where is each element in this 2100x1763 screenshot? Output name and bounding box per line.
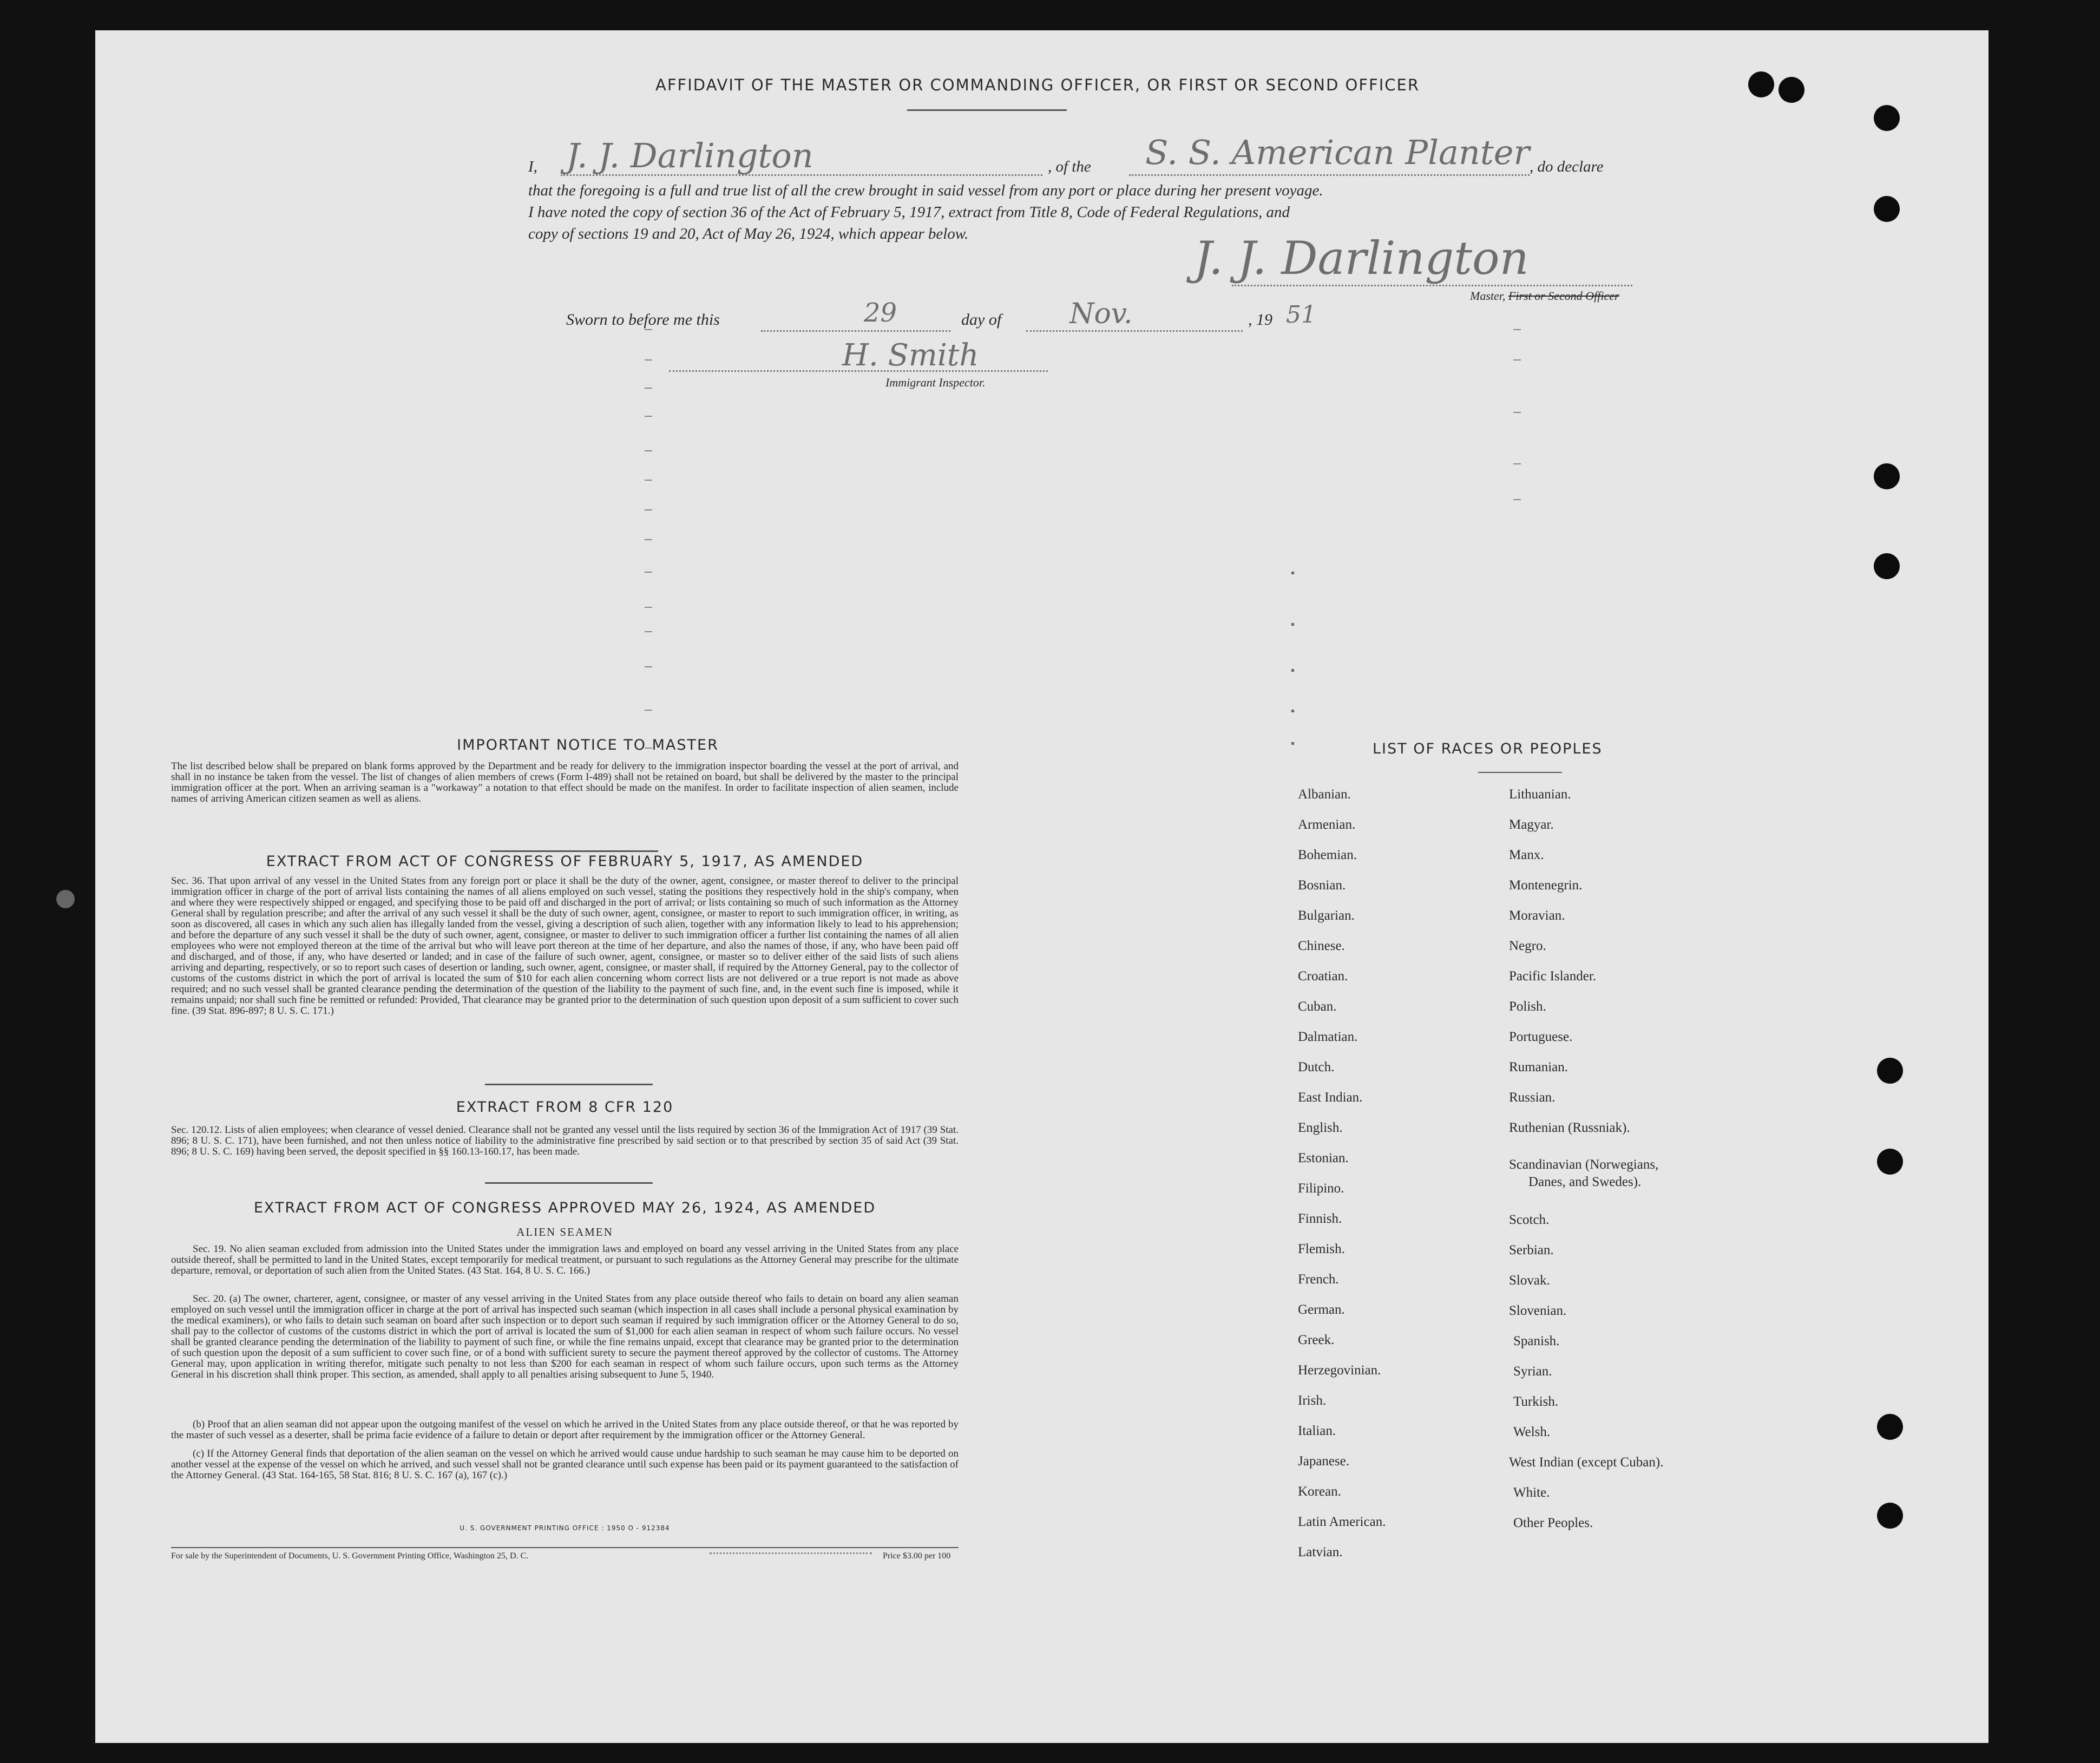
- master-label-row: [1470, 289, 1619, 303]
- affidavit-title: AFFIDAVIT OF THE MASTER OR COMMANDING OFFICER, OR FIRST OR SECOND OFFICER: [655, 76, 1420, 94]
- master-name-handwritten: J. J. Darlington: [566, 136, 813, 175]
- race-item: Bulgarian.: [1298, 908, 1355, 923]
- title-rule: [907, 109, 1067, 111]
- race-item: Finnish.: [1298, 1211, 1342, 1226]
- race-item: Slovenian.: [1509, 1303, 1567, 1318]
- punch-hole: [1779, 77, 1804, 103]
- punch-hole: [1877, 1058, 1903, 1084]
- race-item: Russian.: [1509, 1090, 1556, 1105]
- master-label: Master,: [1470, 289, 1506, 303]
- race-item: Lithuanian.: [1509, 787, 1571, 802]
- race-item: Danes, and Swedes).: [1528, 1175, 1642, 1189]
- extract-1924-sec20a: Sec. 20. (a) The owner, charterer, agent, consignee, or master of any vessel arriving in the United States from any place outside thereof who fails to detain on board any alien seaman employed on such vessel until the immigration officer in charge at the port of arrival has inspected such seaman (which inspection in all cases shall include a personal physical examination by the medical examiners), or who fails to detain such seaman on board after such inspection or to deport such seaman if required by such immigration officer or the Attorney General to do so, shall pay to the collector of customs of the customs district in which the port of arrival is located the sum of $1,000 for each alien seaman in respect of whom such failure occurs. No vessel shall be granted clearance pending the determination of the liability to payment of such fine, or while the fine remains unpaid, except that clearance may be granted prior to the determination of such question upon the deposit of a sum sufficient to cover such fine, or of a bond with sufficient surety to secure the payment thereof approved by the collector of customs. The Attorney General may, upon application in writing therefor, mitigate such penalty to not less than $200 for each seaman in respect of whom such failure occurs, upon such terms as the Attorney General in his discretion shall think proper. This section, as amended, shall apply to all penalties arising subsequent to June 5, 1940.: [171, 1293, 959, 1380]
- race-item: Chinese.: [1298, 939, 1345, 953]
- extract-cfr-text: Sec. 120.12. Lists of alien employees; when clearance of vessel denied. Clearance shall not be granted any vessel until the lists required by section 36 of the Immigration Act of 1917 (39 Stat. 896; 8 U. S. C. 171), have been furnished, and not then unless notice of liability to the administrative fine prescribed by said section or to that prescribed by section 35 of said Act (39 Stat. 896; 8 U. S. C. 169) having been served, the deposit specified in §§ 160.13-160.17, has been made.: [171, 1124, 959, 1157]
- race-item: Croatian.: [1298, 969, 1348, 984]
- race-item: Polish.: [1509, 999, 1546, 1014]
- vessel-name-handwritten: S. S. American Planter: [1145, 133, 1530, 172]
- declaration-line-4: copy of sections 19 and 20, Act of May 26, 1924, which appear below.: [528, 225, 969, 243]
- race-item: Rumanian.: [1509, 1060, 1569, 1074]
- race-item: Scandinavian (Norwegians,: [1509, 1157, 1659, 1172]
- race-item: Greek.: [1298, 1333, 1335, 1347]
- race-item: English.: [1298, 1120, 1343, 1135]
- race-item: Negro.: [1509, 939, 1546, 953]
- race-item: Dutch.: [1298, 1060, 1335, 1074]
- day-of-label: day of: [961, 311, 1002, 329]
- race-item: Scotch.: [1509, 1213, 1550, 1227]
- declaration-line-2: that the foregoing is a full and true list of all the crew brought in said vessel from any port or place during her present voyage.: [528, 182, 1323, 199]
- race-item: Portuguese.: [1509, 1030, 1573, 1044]
- margin-mark: [56, 890, 75, 908]
- punch-hole: [1877, 1149, 1903, 1175]
- race-item: Other Peoples.: [1513, 1516, 1593, 1530]
- race-item: Montenegrin.: [1509, 878, 1583, 893]
- race-item: French.: [1298, 1272, 1339, 1287]
- inspector-signature-handwritten: H. Smith: [842, 338, 979, 373]
- do-declare-label: , do declare: [1530, 158, 1604, 175]
- master-signature-handwritten: J. J. Darlington: [1194, 232, 1529, 285]
- race-item: Welsh.: [1513, 1425, 1551, 1439]
- punch-hole: [1877, 1414, 1903, 1440]
- footer-price: Price $3.00 per 100: [883, 1551, 951, 1561]
- race-item: East Indian.: [1298, 1090, 1363, 1105]
- notice-heading: IMPORTANT NOTICE TO MASTER: [457, 737, 719, 753]
- race-item: Serbian.: [1509, 1243, 1554, 1257]
- month-handwritten: Nov.: [1069, 298, 1133, 330]
- year-handwritten: 51: [1286, 301, 1316, 329]
- race-item: Italian.: [1298, 1424, 1336, 1438]
- race-item: Spanish.: [1513, 1334, 1560, 1348]
- race-item: Armenian.: [1298, 817, 1356, 832]
- race-item: Filipino.: [1298, 1181, 1344, 1196]
- punch-hole: [1874, 105, 1900, 131]
- race-item: Flemish.: [1298, 1242, 1345, 1256]
- race-item: Moravian.: [1509, 908, 1565, 923]
- race-item: West Indian (except Cuban).: [1509, 1455, 1664, 1470]
- race-item: Estonian.: [1298, 1151, 1349, 1165]
- extract-1924-sec19: Sec. 19. No alien seaman excluded from admission into the United States under the immigration laws and employed on board any vessel arriving in the United States from any place outside thereof, shall be permitted to land in the United States, except temporarily for medical treatment, or pursuant to such regulations as the Attorney General may prescribe for the ultimate departure, removal, or deportation of such alien from the United States. (43 Stat. 164, 8 U. S. C. 166.): [171, 1243, 959, 1276]
- alien-seamen-subheading: ALIEN SEAMEN: [516, 1225, 613, 1238]
- punch-hole: [1748, 71, 1774, 97]
- day-handwritten: 29: [864, 298, 897, 328]
- of-the-label: , of the: [1048, 158, 1091, 175]
- struck-officer-label: First or Second Officer: [1508, 289, 1619, 303]
- race-item: Herzegovinian.: [1298, 1363, 1381, 1378]
- race-item: Latvian.: [1298, 1545, 1343, 1559]
- notice-text: The list described below shall be prepared on blank forms approved by the Department and be ready for delivery to the immigration inspector boarding the vessel at the port of arrival, and shall in no instance be taken from the vessel. The list of changes of alien members of crews (Form I-489) shall not be retained on board, but shall be delivered by the master to the principal immigration officer at the port. When an arriving seaman is a "workaway" a notation to that effect should be made on the manifest. In order to facilitate inspection of alien seamen, include names of arriving American citizen seamen as well as aliens.: [171, 761, 959, 804]
- races-heading: LIST OF RACES OR PEOPLES: [1373, 740, 1603, 757]
- punch-hole: [1877, 1503, 1903, 1529]
- race-item: Turkish.: [1513, 1394, 1559, 1409]
- extract-1924-heading: EXTRACT FROM ACT OF CONGRESS APPROVED MAY 26, 1924, AS AMENDED: [253, 1200, 876, 1216]
- race-item: Korean.: [1298, 1484, 1341, 1499]
- race-item: Bosnian.: [1298, 878, 1346, 893]
- extract-cfr-heading: EXTRACT FROM 8 CFR 120: [456, 1099, 674, 1116]
- race-item: Latin American.: [1298, 1515, 1386, 1529]
- extract-1924-sec20b: (b) Proof that an alien seaman did not appear upon the outgoing manifest of the vessel on which he arrived in the United States from any place outside thereof, or that he was reported by the master of such vessel as a deserter, shall be prima facie evidence of a failure to detain or deport after requirement by the immigration officer or the Attorney General.: [171, 1419, 959, 1441]
- extract-1917-heading: EXTRACT FROM ACT OF CONGRESS OF FEBRUARY 5, 1917, AS AMENDED: [266, 853, 864, 870]
- race-item: White.: [1513, 1485, 1550, 1500]
- race-item: Manx.: [1509, 848, 1544, 862]
- race-item: Magyar.: [1509, 817, 1554, 832]
- year-prefix: , 19: [1248, 311, 1272, 329]
- race-item: Dalmatian.: [1298, 1030, 1358, 1044]
- extract-1924-sec20c: (c) If the Attorney General finds that deportation of the alien seaman on the vessel on which he arrived would cause undue hardship to such seaman he may cause him to be deported on another vessel at the expense of the vessel on which he arrived, and such vessel shall not be granted clearance until such expense has been paid or its payment guaranteed to the satisfaction of the Attorney General. (43 Stat. 164-165, 58 Stat. 816; 8 U. S. C. 167 (a), 167 (c).): [171, 1448, 959, 1481]
- race-item: Japanese.: [1298, 1454, 1350, 1469]
- extract-1917-text: Sec. 36. That upon arrival of any vessel in the United States from any foreign port or place it shall be the duty of the owner, agent, consignee, or master thereof to deliver to the principal immigration officer in charge of the port of arrival lists containing the names of all aliens employed on such vessel, stating the positions they respectively hold in the ship's company, when and where they were respectively shipped or engaged, and specifying those to be paid off and discharged in the port of arrival; or lists containing so much of such information as the Attorney General shall by regulation prescribe; and after the arrival of any such vessel it shall be the duty of such owner, agent, consignee, or master to report to such immigration officer, in writing, as soon as discovered, all cases in which any such alien has illegally landed from the vessel, giving a description of such alien, together with any information likely to lead to his apprehension; and before the departure of any such vessel it shall be the duty of such owner, agent, consignee, or master to deliver to such immigration officer a further list containing the names of all alien employees who were not employed thereon at the time of the arrival but who will leave port thereon at the time of her departure, and also the names of those, if any, who have been paid off and discharged, and of those, if any, who have deserted or landed; and in case of the failure of such owner, agent, consignee, or master so to deliver either of the said lists of such aliens arriving and departing, respectively, or so to report such cases of desertion or landing, such owner, agent, consignee, or master shall, if required by the Attorney General, pay to the collector of customs of the customs district in which the port of arrival is located the sum of $10 for each alien concerning whom correct lists are not delivered or a true report is not made as above required; and no such vessel shall be granted clearance pending the determination of the question of the liability to the payment of such fine, and, in the event such fine is imposed, while it remains unpaid; nor shall such fine be remitted or refunded: Provided, That clearance may be granted prior to the determination of such question upon deposit of a sum sufficient to cover such fine. (39 Stat. 896-897; 8 U. S. C. 171.): [171, 875, 959, 1017]
- race-item: Slovak.: [1509, 1273, 1550, 1288]
- race-item: Cuban.: [1298, 999, 1337, 1014]
- race-item: Pacific Islander.: [1509, 969, 1597, 984]
- race-item: Albanian.: [1298, 787, 1351, 802]
- form-page: [95, 30, 1989, 1743]
- printing-office-note: U. S. GOVERNMENT PRINTING OFFICE : 1950 O - 912384: [460, 1524, 670, 1532]
- footer-sale-note: For sale by the Superintendent of Documents, U. S. Government Printing Office, Washington 25, D. C.: [171, 1551, 529, 1561]
- race-item: Syrian.: [1513, 1364, 1552, 1379]
- declaration-line-3: I have noted the copy of section 36 of the Act of February 5, 1917, extract from Title 8, Code of Federal Regulations, and: [528, 204, 1290, 221]
- inspector-label: Immigrant Inspector.: [885, 376, 986, 389]
- race-item: German.: [1298, 1302, 1345, 1317]
- sworn-label: Sworn to before me this: [566, 311, 720, 329]
- punch-hole: [1874, 553, 1900, 579]
- race-item: Ruthenian (Russniak).: [1509, 1120, 1630, 1135]
- punch-hole: [1874, 463, 1900, 489]
- race-item: Irish.: [1298, 1393, 1327, 1408]
- punch-hole: [1874, 196, 1900, 222]
- declaration-i: I,: [528, 158, 537, 175]
- race-item: Bohemian.: [1298, 848, 1357, 862]
